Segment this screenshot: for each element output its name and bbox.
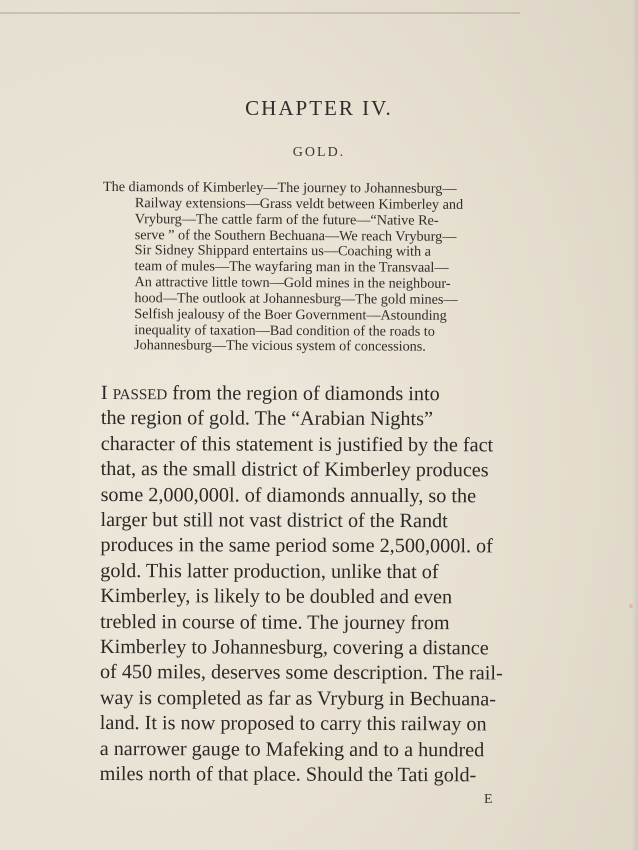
body-line: character of this statement is justified by the fact — [100, 432, 494, 457]
body-line: miles north of that place. Should the Tati gold- — [99, 763, 477, 787]
synopsis-line: serve ” of the Southern Bechuana—We reach Vryburg— — [134, 226, 457, 245]
chapter-title: CHAPTER IV. — [245, 96, 393, 120]
synopsis-line: team of mules—The wayfaring man in the Transvaal— — [134, 258, 449, 277]
synopsis-line: Sir Sidney Shippard entertains us—Coaching with a — [134, 242, 431, 261]
synopsis-line: An attractive little town—Gold mines in the neighbour- — [134, 274, 451, 292]
body-line-first — [101, 380, 553, 408]
body-line: some 2,000,000l. of diamonds annually, so the — [100, 483, 477, 507]
body-line: way is completed as far as Vryburg in Bechuana- — [99, 686, 496, 711]
synopsis-line: Johannesburg—The vicious system of concessions. — [134, 337, 426, 356]
body-first-line-rest: from the region of diamonds into — [172, 382, 440, 406]
body-line: of 450 miles, deserves some description. The rail- — [99, 661, 503, 685]
body-line: Kimberley to Johannesburg, covering a distance — [100, 636, 489, 660]
chapter-subtitle: GOLD. — [292, 145, 346, 160]
synopsis-line: Railway extensions—Grass veldt between Kimberley and — [134, 195, 464, 213]
page-shadow — [632, 0, 638, 850]
body-line: land. It is now proposed to carry this railway on — [99, 712, 487, 736]
synopsis-line: The diamonds of Kimberley—The journey to Johannesburg— — [102, 179, 457, 197]
body-line: produces in the same period some 2,500,000l. of — [100, 534, 493, 558]
body-line: larger but still not vast district of the Randt — [100, 509, 448, 533]
body-line: Kimberley, is likely to be doubled and even — [100, 585, 453, 609]
body-line: the region of gold. The “Arabian Nights” — [100, 407, 433, 431]
synopsis-line: Selfish jealousy of the Boer Government—Astounding — [134, 305, 447, 324]
body-line: a narrower gauge to Mafeking and to a hundred — [99, 737, 485, 762]
body-first-letter: I — [100, 382, 108, 405]
body-line: trebled in course of time. The journey from — [100, 610, 450, 634]
chapter-synopsis — [102, 180, 548, 357]
body-line: gold. This latter production, unlike that of — [100, 559, 439, 584]
synopsis-line: hood—The outlook at Johannesburg—The gold mines— — [134, 290, 458, 308]
synopsis-line: inequality of taxation—Bad condition of the roads to — [134, 321, 435, 340]
synopsis-line: Vryburg—The cattle farm of the future—“Native Re- — [134, 210, 439, 229]
body-first-word: passed — [112, 380, 168, 405]
chapter-body-text — [100, 380, 553, 789]
paper-speck — [629, 604, 633, 608]
top-page-edge — [0, 0, 520, 14]
signature-mark: E — [484, 792, 493, 807]
body-line: that, as the small district of Kimberley produces — [100, 458, 489, 482]
